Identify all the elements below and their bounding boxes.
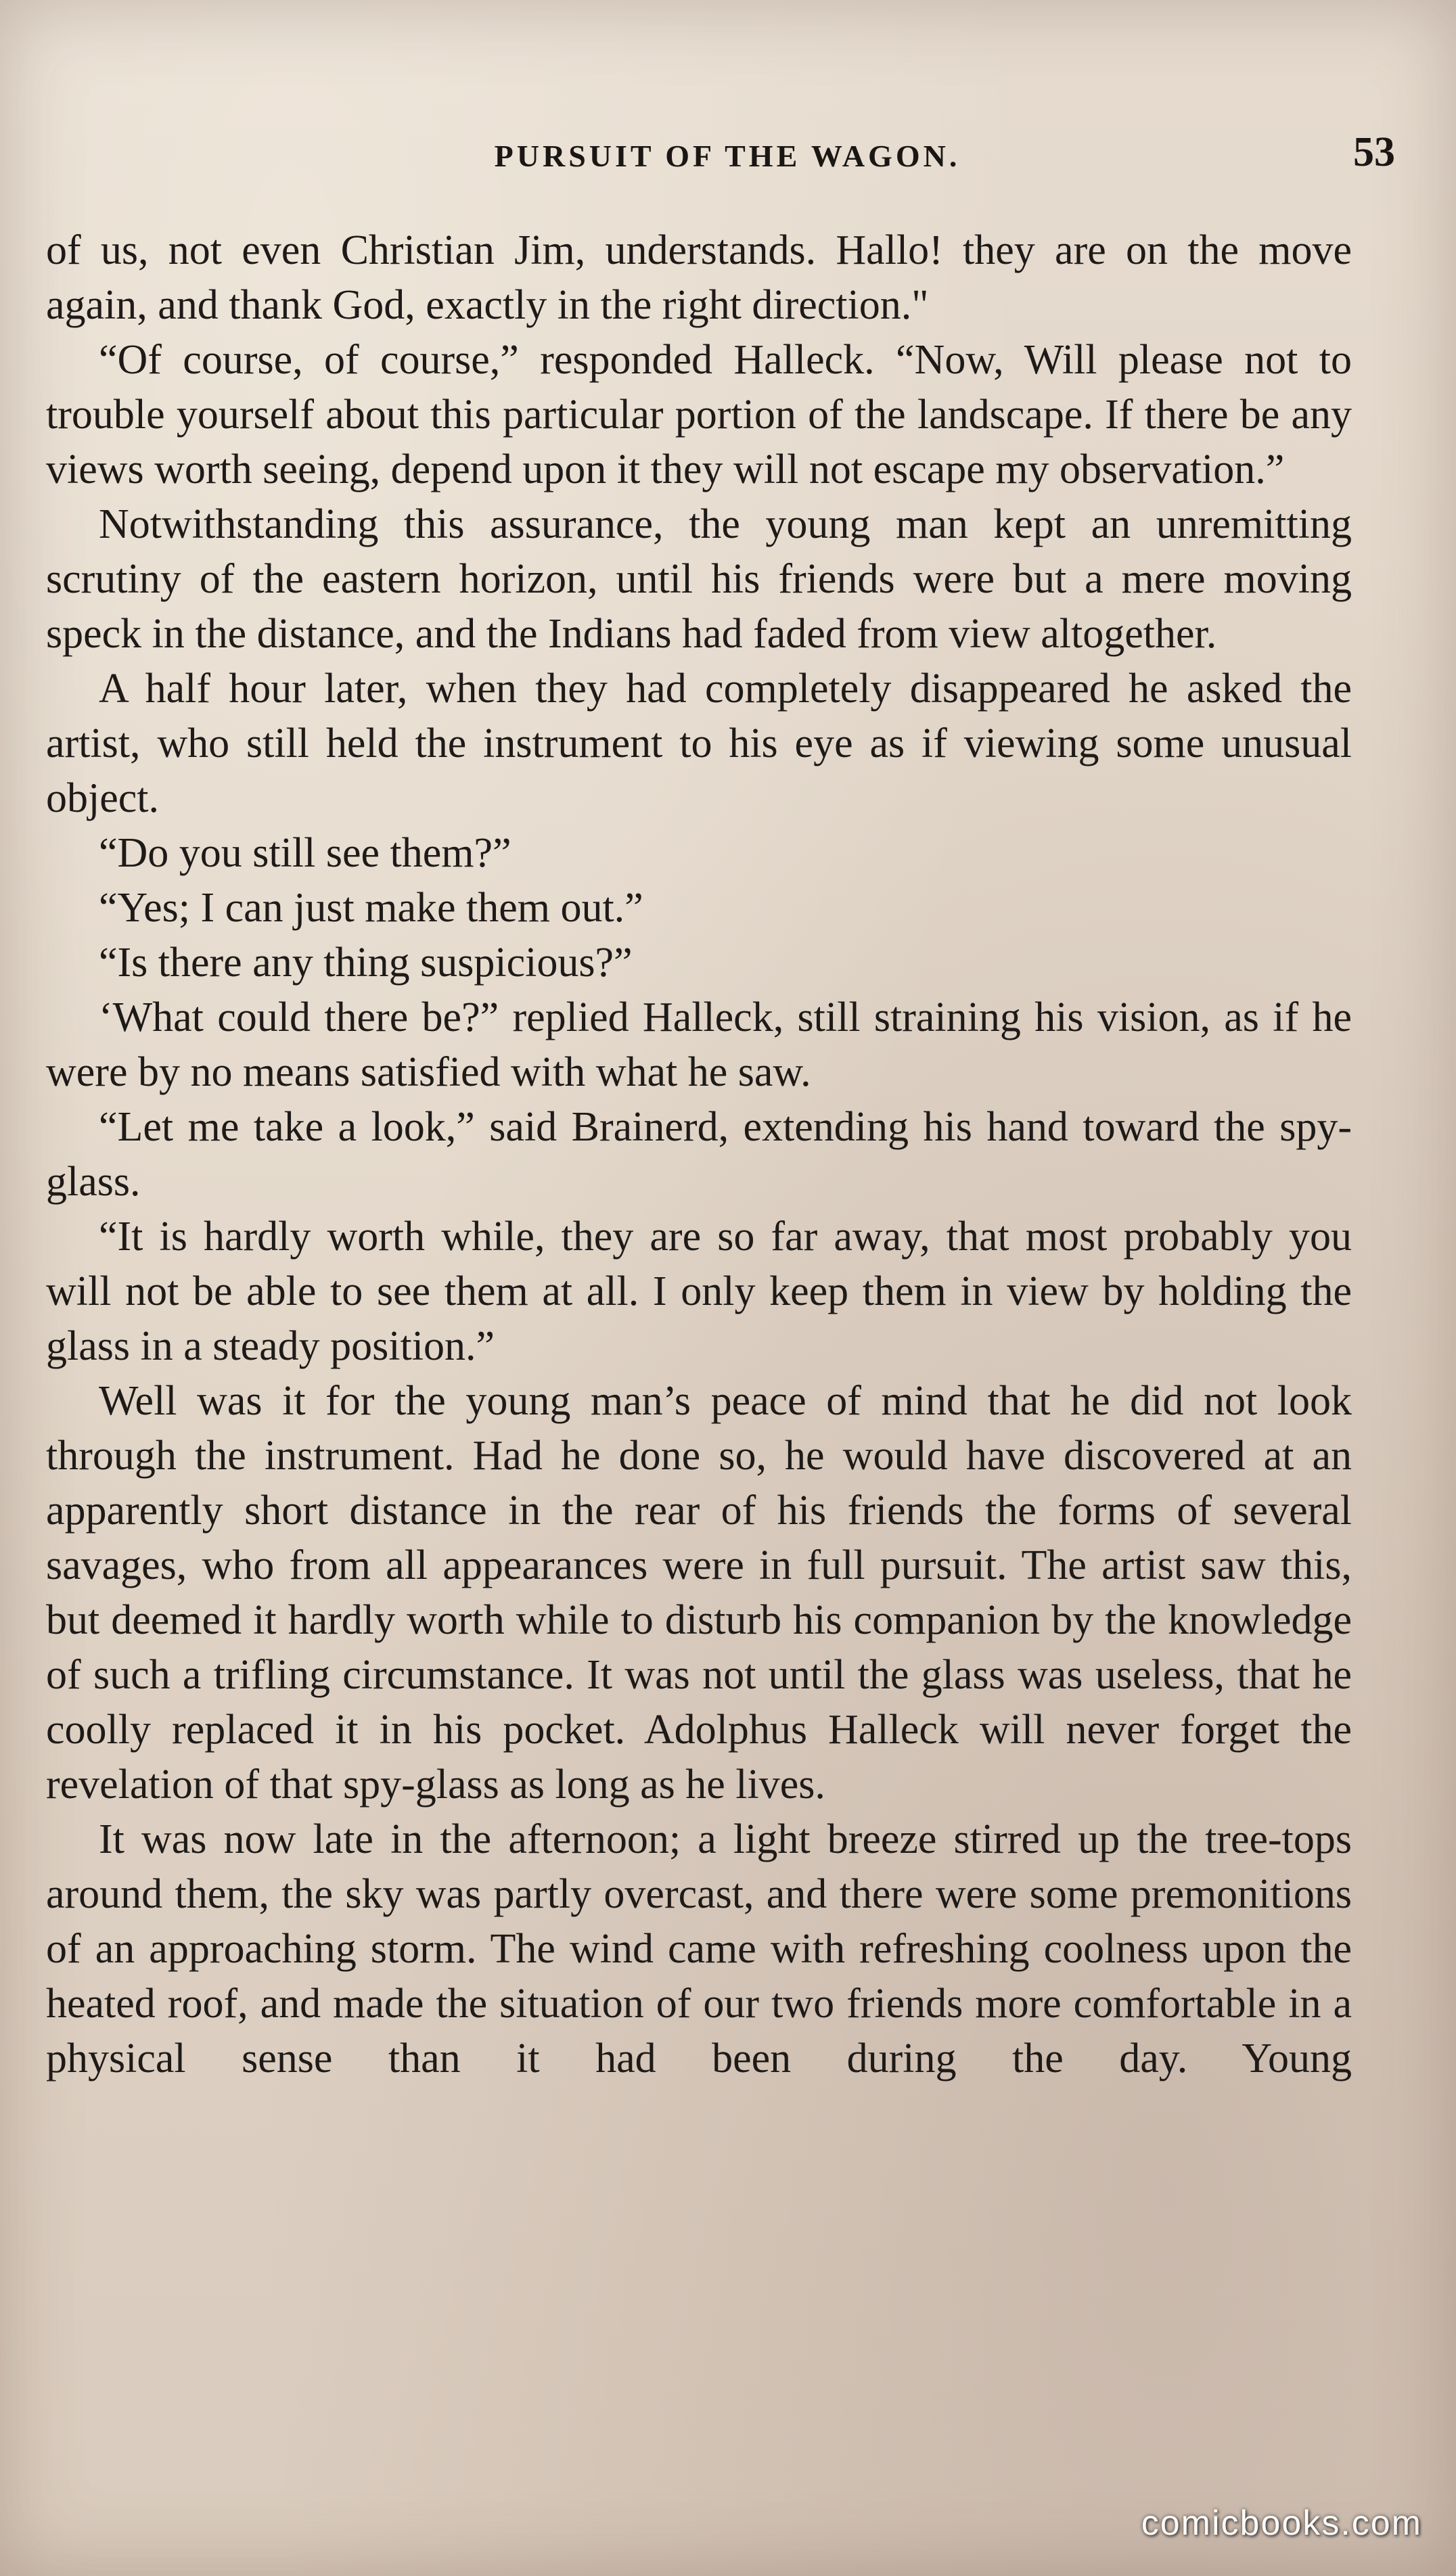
running-head: PURSUIT OF THE WAGON. <box>494 139 961 173</box>
paragraph-1: of us, not even Christian Jim, understands. Hallo! they are on the move again, and thank God, exactly in the right direction." <box>46 227 1352 328</box>
paragraph-10: “It is hardly worth while, they are so far away, that most probably you will not be able to see them at all. I only keep them in view by holding the glass in a steady position.” <box>46 1214 1352 1369</box>
paragraph-2: “Of course, of course,” responded Halleck. “Now, Will please not to trouble yourself about this particular portion of the landscape. If there be any views worth seeing, depend upon it they will not escape my observation.” <box>46 337 1352 492</box>
body-text <box>46 223 1352 2086</box>
paragraph-7: “Is there any thing suspicious?” <box>99 940 633 986</box>
page-number: 53 <box>1353 129 1395 175</box>
paragraph-5: “Do you still see them?” <box>99 830 511 876</box>
watermark: comicbooks.com <box>1141 2504 1422 2543</box>
paragraph-8: ‘What could there be?” replied Halleck, still straining his vision, as if he were by no means satisfied with what he saw. <box>46 994 1352 1095</box>
paragraph-12: It was now late in the afternoon; a light breeze stirred up the tree-tops around them, the sky was partly overcast, and there were some premonitions of an approaching storm. The wind came with refreshing coolness upon the heated roof, and made the situation of our two friends more comfortable in a physical sense than it had been during the day. Young <box>46 1816 1352 2082</box>
page-header <box>41 129 1414 189</box>
paragraph-3: Notwithstanding this assurance, the young man kept an unremitting scrutiny of the eastern horizon, until his friends were but a mere moving speck in the distance, and the Indians had faded from view altogether. <box>46 501 1352 657</box>
paragraph-6: “Yes; I can just make them out.” <box>99 885 643 931</box>
paragraph-4: A half hour later, when they had completely disappeared he asked the artist, who still held the instrument to his eye as if viewing some unusual object. <box>46 666 1352 821</box>
paragraph-11: Well was it for the young man’s peace of mind that he did not look through the instrument. Had he done so, he would have discovered at an apparently short distance in the rear of his friends the forms of several savages, who from all appearances were in full pursuit. The artist saw this, but deemed it hardly worth while to disturb his companion by the knowledge of such a trifling circumstance. It was not until the glass was useless, that he coolly replaced it in his pocket. Adolphus Halleck will never forget the revelation of that spy-glass as long as he lives. <box>46 1378 1352 1808</box>
paragraph-9: “Let me take a look,” said Brainerd, extending his hand toward the spy-glass. <box>46 1104 1352 1205</box>
